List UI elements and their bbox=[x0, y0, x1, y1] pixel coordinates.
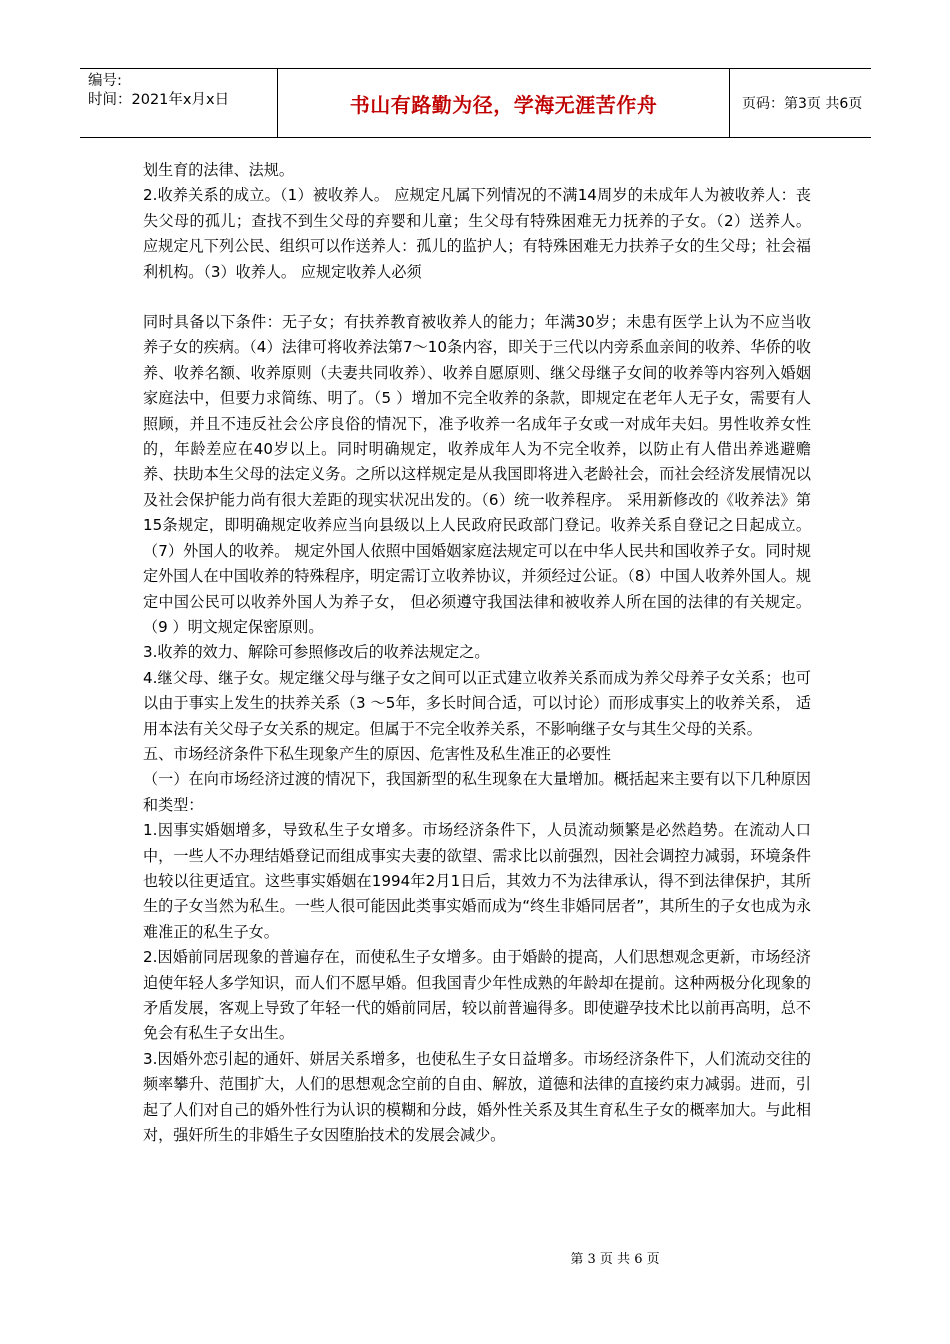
paragraph: 3.收养的效力、解除可参照修改后的收养法规定之。 bbox=[143, 643, 490, 662]
paragraph: 2.因婚前同居现象的普遍存在，而使私生子女增多。由于婚龄的提高，人们思想观念更新，市场经济迫使年轻人多学知识，而人们不愿早婚。但我国青少年性成熟的年龄却在提前。这种两极分化现象的矛盾发展，客观上导致了年轻一代的婚前同居，较以前普遍得多。即使避孕技术比以前再高明，总不免会有私生子女出生。 bbox=[143, 948, 811, 1043]
paragraph: （一）在向市场经济过渡的情况下，我国新型的私生现象在大量增加。概括起来主要有以下几种原因和类型： bbox=[143, 770, 811, 814]
page-header bbox=[80, 68, 871, 138]
paragraph: 同时具备以下条件：无子女；有扶养教育被收养人的能力；年满30岁；未患有医学上认为不应当收养子女的疾病。（4）法律可将收养法第7～10条内容，即关于三代以内旁系血亲间的收养、华侨的收养、收养名额、收养原则（夫妻共同收养）、收养自愿原则、继父母继子女间的收养等内容列入婚姻家庭法中，但要力求简练、明了。（5 ）增加不完全收养的条款，即规定在老年人无子女，需要有人照顾，并且不违反社会公序良俗的情况下，准予收养一名成年子女或一对成年夫妇。男性收养女性的，年龄差应在40岁以上。同时明确规定，收养成年人为不完全收养，以防止有人借出养逃避赡养、扶助本生父母的法定义务。之所以这样规定是从我国即将进入老龄社会，而社会经济发展情况以及社会保护能力尚有很大差距的现实状况出发的。（6）统一收养程序。 采用新修改的《收养法》第15条规定，即明确规定收养应当向县级以上人民政府民政部门登记。收养关系自登记之日起成立。（7）外国人的收养。 规定外国人依照中国婚姻家庭法规定可以在中华人民共和国收养子女。同时规定外国人在中国收养的特殊程序，明定需订立收养协议，并须经过公证。（8）中国人收养外国人。规定中国公民可以收养外国人为养子女， 但必须遵守我国法律和被收养人所在国的法律的有关规定。（9 ）明文规定保密原则。 bbox=[143, 313, 811, 636]
header-page-number: 页码：第3页 共6页 bbox=[742, 96, 863, 112]
paragraph: 划生育的法律、法规。 bbox=[143, 161, 294, 179]
document-date-label: 时间：2021年x月x日 bbox=[88, 92, 230, 108]
document-body bbox=[143, 158, 811, 1148]
header-page-cell bbox=[730, 69, 871, 137]
paragraph: 4.继父母、继子女。规定继父母与继子女之间可以正式建立收养关系而成为养父母养子女关系；也可以由于事实上发生的扶养关系（3 ～5年，多长时间合适，可以讨论）而形成事实上的收养关系， 适用本法有关父母子女关系的规定。但属于不完全收养关系，不影响继子女与其生父母的关系。 bbox=[143, 668, 811, 738]
paragraph: 1.因事实婚姻增多，导致私生子女增多。市场经济条件下，人员流动频繁是必然趋势。在流动人口中，一些人不办理结婚登记而组成事实夫妻的欲望、需求比以前强烈，因社会调控力减弱，环境条件也较以往更适宜。这些事实婚姻在1994年2月1日后，其效力不为法律承认，得不到法律保护，其所生的子女当然为私生。一些人很可能因此类事实婚而成为“终生非婚同居者”，其所生的子女也成为永难准正的私生子女。 bbox=[143, 821, 811, 941]
footer-page-number: 第 3 页 共 6 页 bbox=[570, 1252, 660, 1267]
section-heading: 五、市场经济条件下私生现象产生的原因、危害性及私生准正的必要性 bbox=[143, 744, 611, 763]
paragraph-gap bbox=[143, 285, 811, 310]
page-footer bbox=[0, 1248, 950, 1267]
header-info-cell bbox=[80, 69, 278, 137]
paragraph: 3.因婚外恋引起的通奸、姘居关系增多，也使私生子女日益增多。市场经济条件下，人们流动交往的频率攀升、范围扩大，人们的思想观念空前的自由、解放，道德和法律的直接约束力减弱。进而，引起了人们对自己的婚外性行为认识的模糊和分歧，婚外性关系及其生育私生子女的概率加大。与此相对，强奸所生的非婚生子女因堕胎技术的发展会减少。 bbox=[143, 1049, 811, 1145]
paragraph: 2.收养关系的成立。（1）被收养人。 应规定凡属下列情况的不满14周岁的未成年人为被收养人：丧失父母的孤儿；查找不到生父母的弃婴和儿童；生父母有特殊困难无力抚养的子女。（2）送养人。 应规定凡下列公民、组织可以作送养人：孤儿的监护人；有特殊困难无力扶养子女的生父母；社会福利机构。（3）收养人。 应规定收养人必须 bbox=[143, 186, 811, 281]
motto-text: 书山有路勤为径，学海无涯苦作舟 bbox=[349, 92, 658, 117]
header-motto-cell bbox=[278, 69, 730, 137]
document-number-label: 编号: bbox=[88, 73, 122, 89]
